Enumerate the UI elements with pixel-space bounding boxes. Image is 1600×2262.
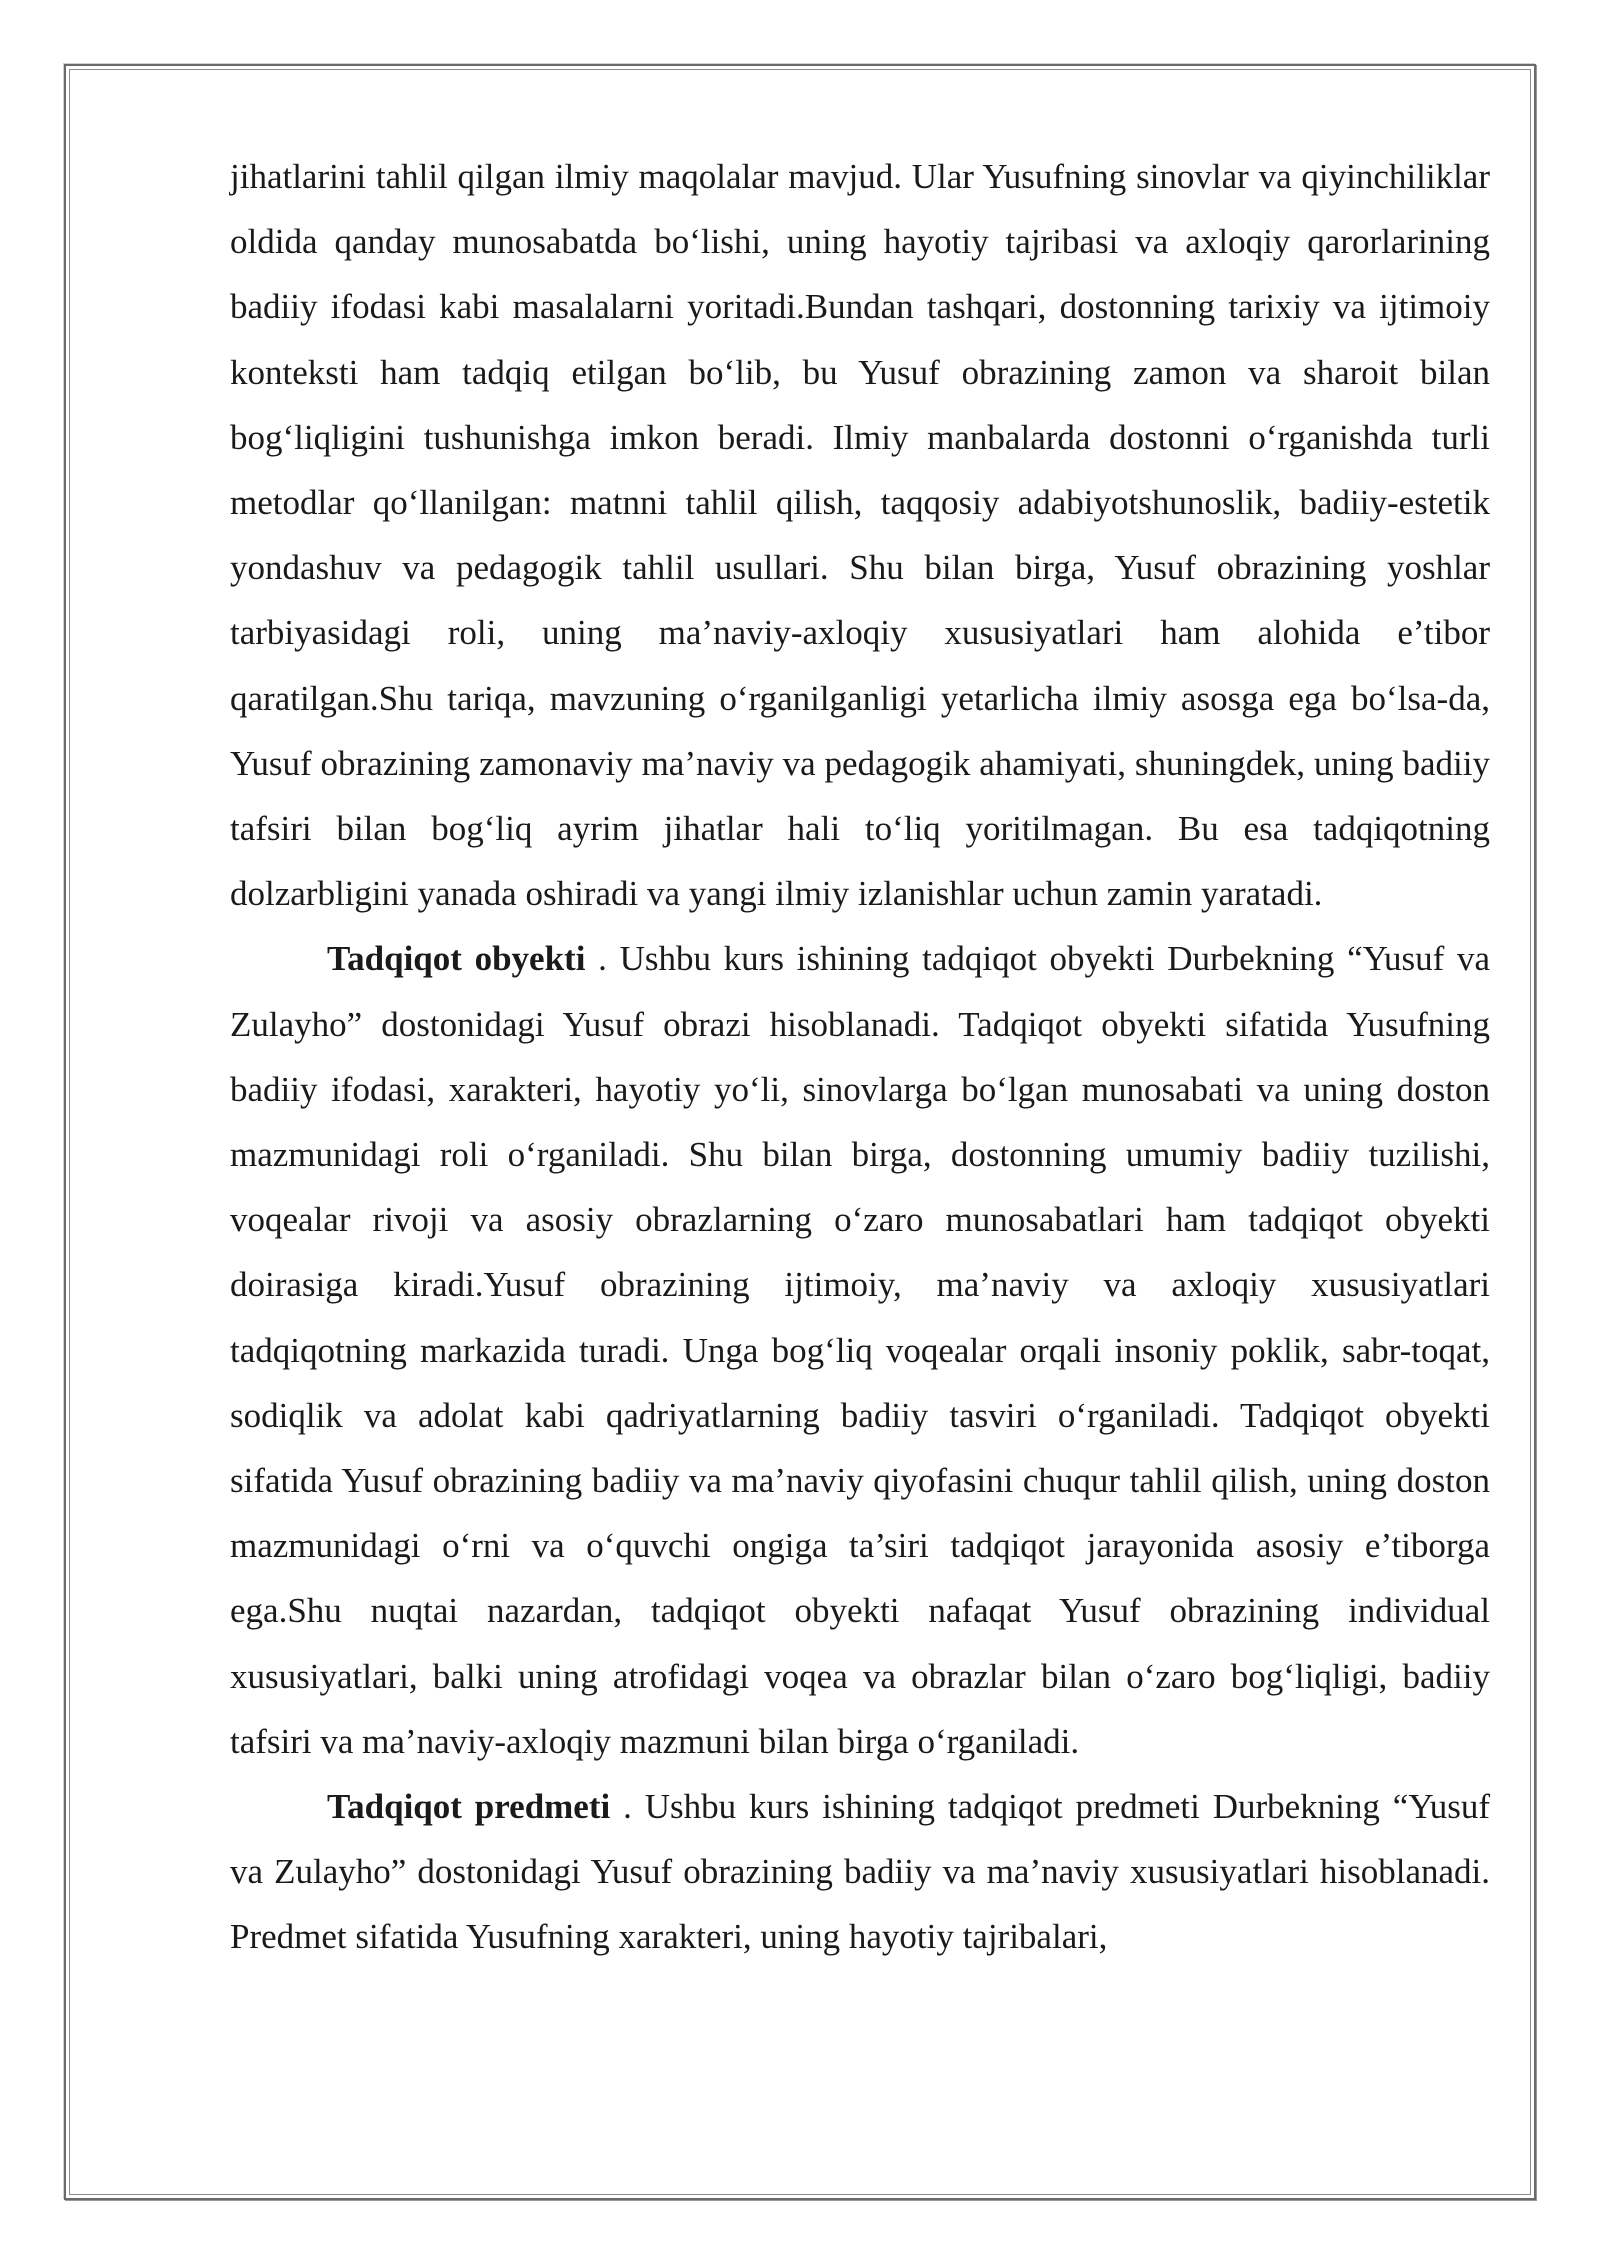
heading-separator: . (585, 939, 620, 979)
paragraph-text: jihatlarini tahlil qilgan ilmiy maqolalar mavjud. Ular Yusufning sinovlar va qiyinchiliklar oldida qanday munosabatda bo‘lishi, uning hayotiy tajribasi va axloqiy qarorlarining badiiy ifodasi kabi masalalarni yoritadi.Bundan tashqari, dostonning tarixiy va ijtimoiy konteksti ham tadqiq etilgan bo‘lib, bu Yusuf obrazining zamon va sharoit bilan bog‘liqligini tushunishga imkon beradi. Ilmiy manbalarda dostonni o‘rganishda turli metodlar qo‘llanilgan: matnni tahlil qilish, taqqosiy adabiyotshunoslik, badiiy-estetik yondashuv va pedagogik tahlil usullari. Shu bilan birga, Yusuf obrazining yoshlar tarbiyasidagi roli, uning ma’naviy-axloqiy xususiyatlari ham alohida e’tibor qaratilgan.Shu tariqa, mavzuning o‘rganilganligi yetarlicha ilmiy asosga ega bo‘lsa-da, Yusuf obrazining zamonaviy ma’naviy va pedagogik ahamiyati, shuningdek, uning badiiy tafsiri bilan bog‘liq ayrim jihatlar hali to‘liq yoritilmagan. Bu esa tadqiqotning dolzarbligini yanada oshiradi va yangi ilmiy izlanishlar uchun zamin yaratadi. (230, 157, 1490, 914)
paragraph-text: Ushbu kurs ishining tadqiqot obyekti Durbekning “Yusuf va Zulayho” dostonidagi Yusuf obrazi hisoblanadi. Tadqiqot obyekti sifatida Yusufning badiiy ifodasi, xarakteri, hayotiy yo‘li, sinovlarga bo‘lgan munosabati va uning doston mazmunidagi roli o‘rganiladi. Shu bilan birga, dostonning umumiy badiiy tuzilishi, voqealar rivoji va asosiy obrazlarning o‘zaro munosabatlari ham tadqiqot obyekti doirasiga kiradi.Yusuf obrazining ijtimoiy, ma’naviy va axloqiy xususiyatlari tadqiqotning markazida turadi. Unga bog‘liq voqealar orqali insoniy poklik, sabr-toqat, sodiqlik va adolat kabi qadriyatlarning badiiy tasviri o‘rganiladi. Tadqiqot obyekti sifatida Yusuf obrazining badiiy va ma’naviy qiyofasini chuqur tahlil qilish, uning doston mazmunidagi o‘rni va o‘quvchi ongiga ta’siri tadqiqot jarayonida asosiy e’tiborga ega.Shu nuqtai nazardan, tadqiqot obyekti nafaqat Yusuf obrazining individual xususiyatlari, balki uning atrofidagi voqea va obrazlar bilan o‘zaro bog‘liqligi, badiiy tafsiri va ma’naviy-axloqiy mazmuni bilan birga o‘rganiladi. (230, 939, 1491, 1761)
section-heading-research-object: Tadqiqot obyekti (327, 939, 586, 979)
heading-separator: . (610, 1787, 645, 1827)
paragraph-research-object (230, 926, 1490, 1774)
document-body (230, 144, 1490, 1970)
paragraph-literature-review (230, 144, 1490, 926)
section-heading-research-subject: Tadqiqot predmeti (327, 1787, 611, 1827)
paragraph-text: Ushbu kurs ishining tadqiqot predmeti Durbekning “Yusuf va Zulayho” dostonidagi Yusuf obrazining badiiy va ma’naviy xususiyatlari hisoblanadi. Predmet sifatida Yusufning xarakteri, uning hayotiy tajribalari, (230, 1787, 1490, 1957)
paragraph-research-subject (230, 1774, 1490, 1970)
